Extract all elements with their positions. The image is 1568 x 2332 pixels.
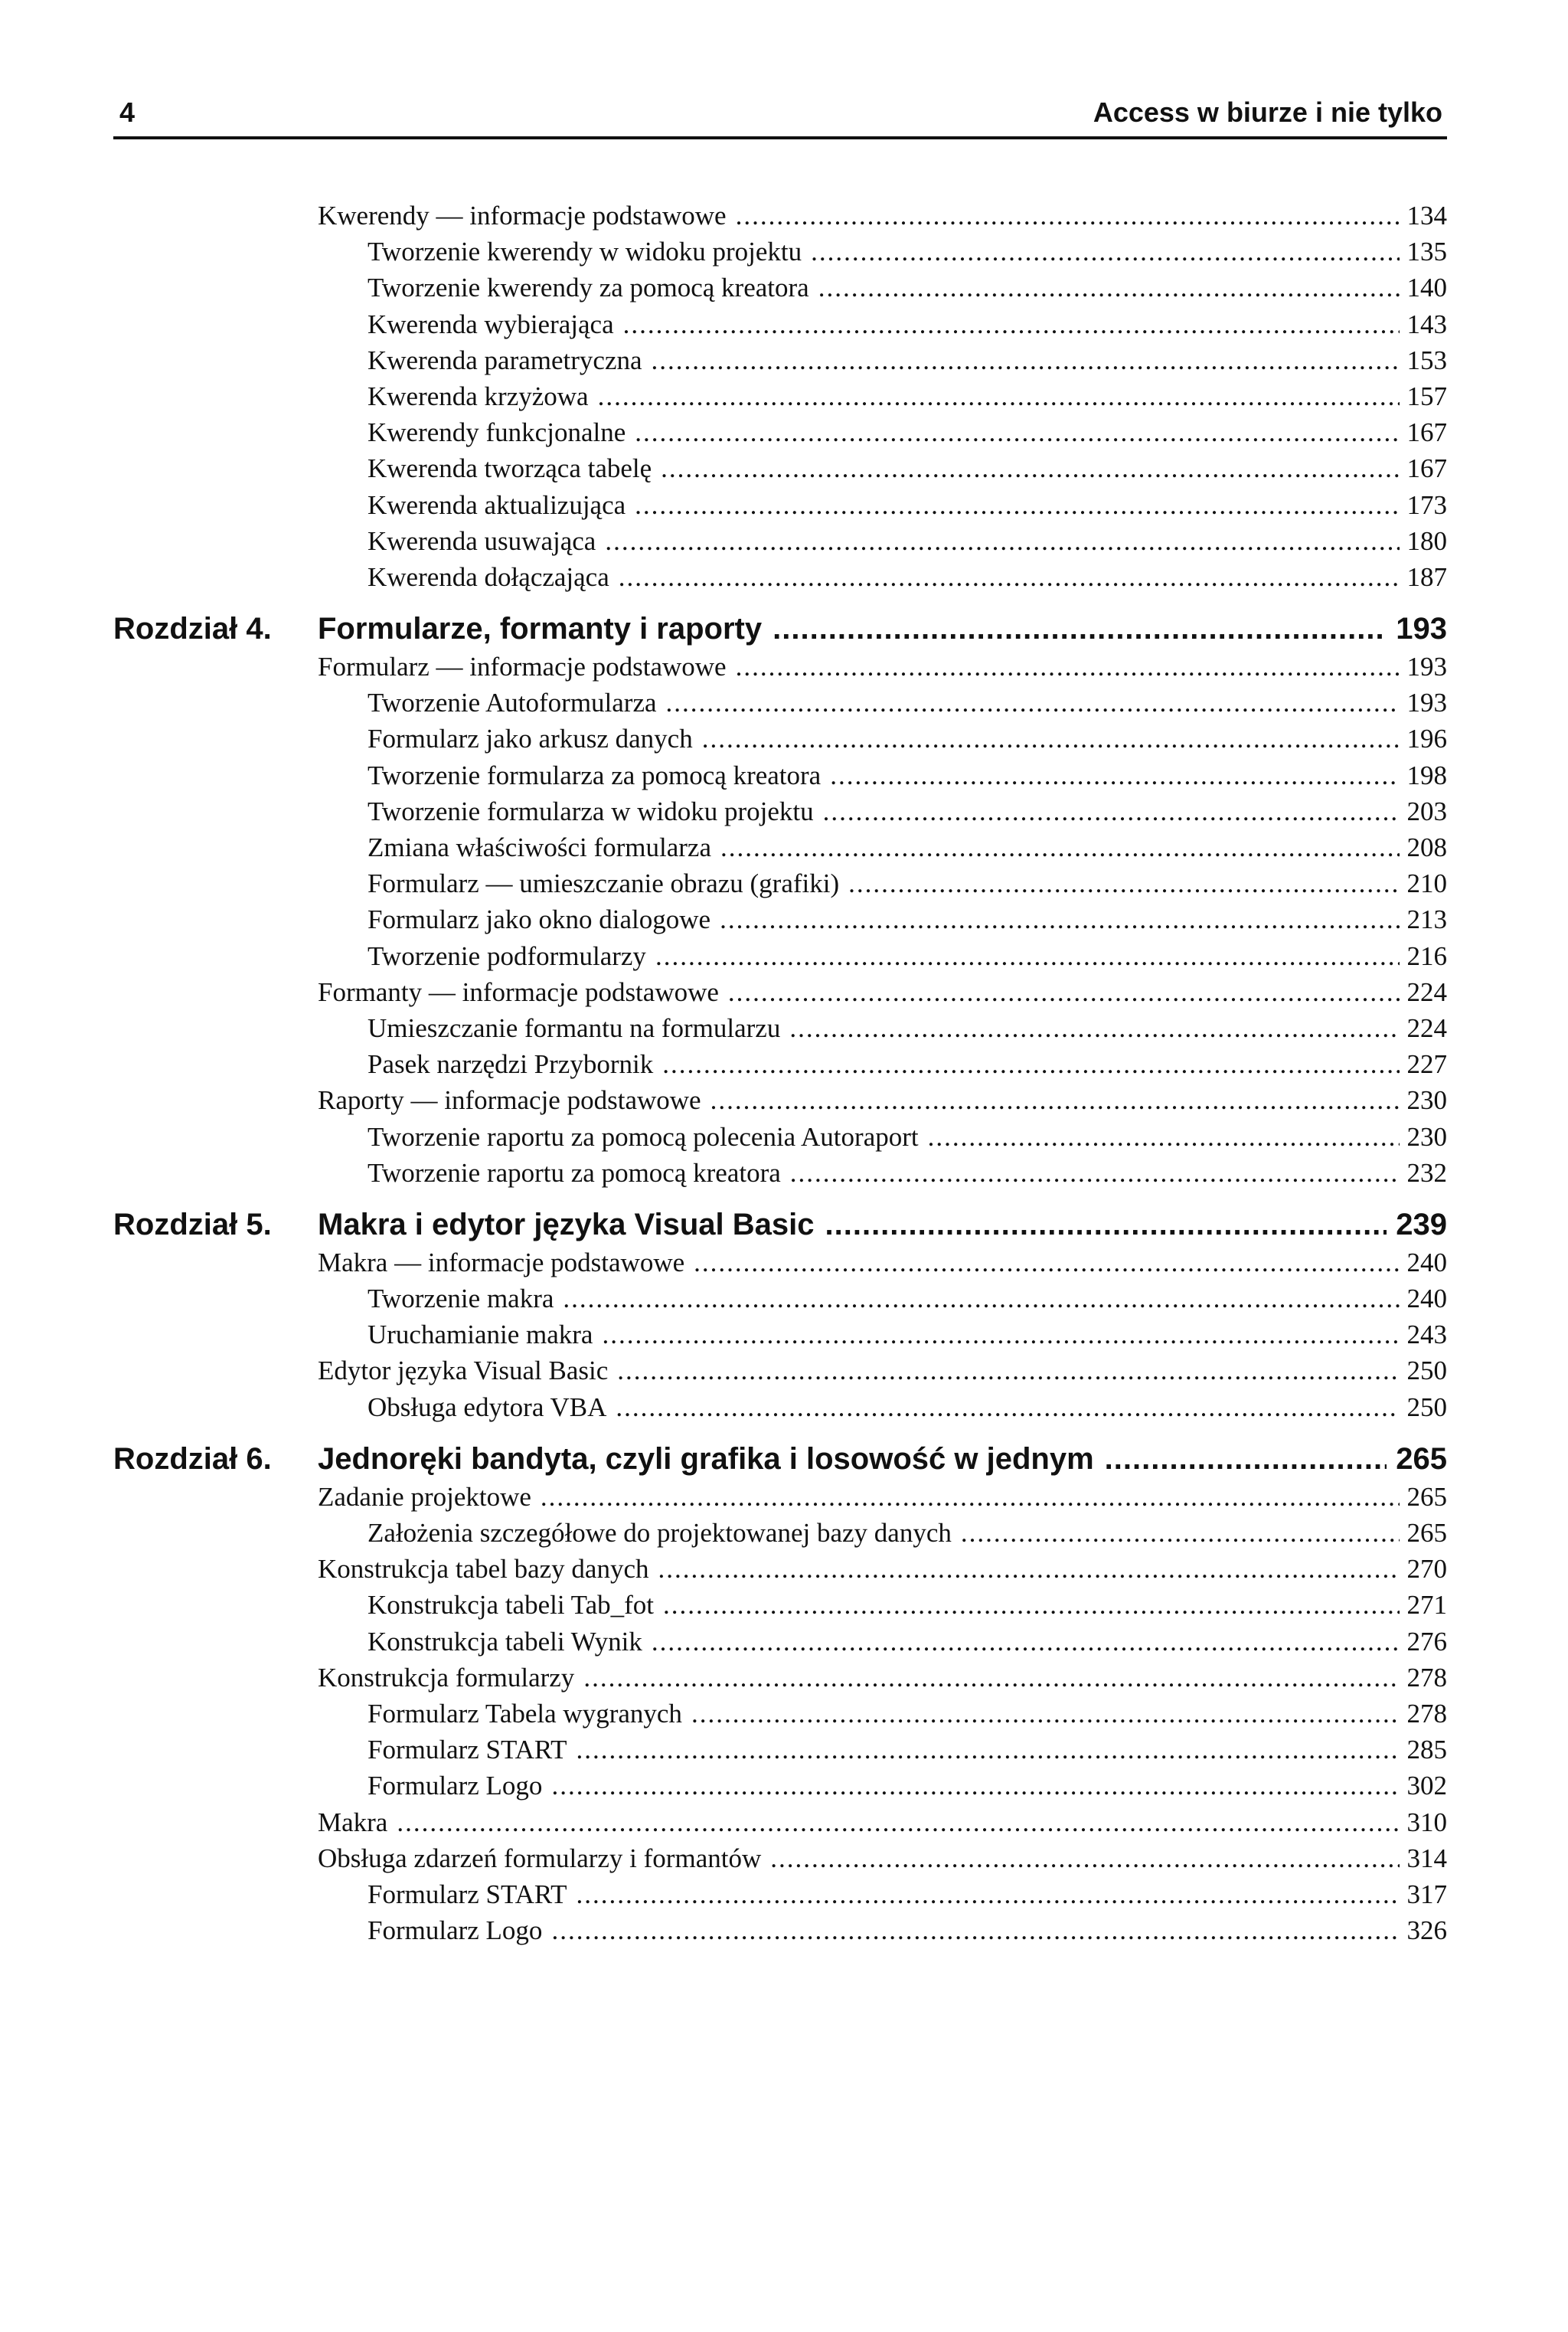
chapter-number: Rozdział 6. (113, 1441, 272, 1476)
toc-section-entry: Formularz — informacje podstawowe ..... 193 (113, 649, 1447, 685)
toc-section-entry: Kwerendy — informacje podstawowe ..... 134 (113, 198, 1447, 234)
toc-subsection-entry: Tworzenie makra ..... 240 (113, 1280, 1447, 1316)
toc-subsection-entry: Tworzenie kwerendy w widoku projektu ..... 135 (113, 234, 1447, 270)
toc-subsection-entry: Formularz Tabela wygranych ..... 278 (113, 1696, 1447, 1732)
toc-subsection-entry: Tworzenie raportu za pomocą kreatora ..... 232 (113, 1155, 1447, 1191)
toc-subsection-entry: Tworzenie Autoformularza ..... 193 (113, 685, 1447, 721)
toc-section-entry: Makra — informacje podstawowe ..... 240 (113, 1244, 1447, 1280)
toc-subsection-entry: Formularz Logo ..... 302 (113, 1768, 1447, 1804)
toc-section-entry: Raporty — informacje podstawowe ..... 230 (113, 1082, 1447, 1118)
chapter-number: Rozdział 5. (113, 1207, 272, 1241)
toc-subsection-entry: Formularz START ..... 285 (113, 1732, 1447, 1768)
toc-chapter-5 (113, 1205, 1447, 1244)
toc-subsection-entry: Formularz jako arkusz danych ..... 196 (113, 721, 1447, 757)
toc-chapter-4 (113, 609, 1447, 649)
toc-subsection-entry: Formularz START ..... 317 (113, 1876, 1447, 1912)
toc-subsection-entry: Konstrukcja tabeli Tab_fot ..... 271 (113, 1587, 1447, 1623)
toc-subsection-entry: Kwerenda tworząca tabelę ..... 167 (113, 450, 1447, 486)
toc-subsection-entry: Założenia szczegółowe do projektowanej bazy danych ..... 265 (113, 1515, 1447, 1551)
toc-section-entry: Konstrukcja formularzy ..... 278 (113, 1660, 1447, 1696)
toc-subsection-entry: Tworzenie kwerendy za pomocą kreatora ..... 140 (113, 270, 1447, 306)
toc-subsection-entry: Kwerenda parametryczna ..... 153 (113, 342, 1447, 378)
toc-subsection-entry: Kwerenda aktualizująca ..... 173 (113, 487, 1447, 523)
toc-section-entry: Formanty — informacje podstawowe ..... 224 (113, 974, 1447, 1010)
toc-subsection-entry: Umieszczanie formantu na formularzu ..... 224 (113, 1010, 1447, 1046)
toc-subsection-entry: Tworzenie podformularzy ..... 216 (113, 938, 1447, 974)
running-title: Access w biurze i nie tylko (1093, 96, 1442, 128)
chapter-page: 193 (1396, 612, 1447, 646)
chapter-page: 239 (1396, 1207, 1447, 1241)
toc-section-entry: Obsługa zdarzeń formularzy i formantów ..... 314 (113, 1840, 1447, 1876)
toc-section-entry: Makra ..... 310 (113, 1804, 1447, 1840)
toc-subsection-entry: Kwerenda dołączająca ..... 187 (113, 559, 1447, 595)
chapter-title: Makra i edytor języka Visual Basic (318, 1207, 815, 1241)
toc-subsection-entry: Formularz jako okno dialogowe ..... 213 (113, 901, 1447, 937)
toc-subsection-entry: Konstrukcja tabeli Wynik ..... 276 (113, 1624, 1447, 1660)
chapter-number: Rozdział 4. (113, 612, 272, 646)
chapter-title: Formularze, formanty i raporty (318, 612, 763, 646)
toc-subsection-entry: Formularz — umieszczanie obrazu (grafiki) ..... 210 (113, 865, 1447, 901)
chapter-page: 265 (1396, 1441, 1447, 1476)
toc-subsection-entry: Kwerendy funkcjonalne ..... 167 (113, 414, 1447, 450)
page-number: 4 (119, 96, 136, 128)
toc-subsection-entry: Kwerenda krzyżowa ..... 157 (113, 378, 1447, 414)
toc-subsection-entry: Zmiana właściwości formularza ..... 208 (113, 829, 1447, 865)
toc-subsection-entry: Kwerenda wybierająca ..... 143 (113, 306, 1447, 342)
toc-subsection-entry: Kwerenda usuwająca ..... 180 (113, 523, 1447, 559)
toc-subsection-entry: Formularz Logo ..... 326 (113, 1912, 1447, 1948)
toc-section-entry: Zadanie projektowe ..... 265 (113, 1479, 1447, 1515)
toc-chapter-6 (113, 1439, 1447, 1479)
running-header (113, 92, 1447, 139)
table-of-contents (113, 198, 1447, 1948)
toc-section-entry: Konstrukcja tabel bazy danych ..... 270 (113, 1551, 1447, 1587)
toc-subsection-entry: Tworzenie formularza w widoku projektu ..... 203 (113, 793, 1447, 829)
chapter-title: Jednoręki bandyta, czyli grafika i losowość w jednym (318, 1441, 1094, 1476)
toc-subsection-entry: Uruchamianie makra ..... 243 (113, 1316, 1447, 1352)
toc-section-entry: Edytor języka Visual Basic ..... 250 (113, 1352, 1447, 1388)
toc-subsection-entry: Pasek narzędzi Przybornik ..... 227 (113, 1046, 1447, 1082)
toc-subsection-entry: Obsługa edytora VBA ..... 250 (113, 1389, 1447, 1425)
toc-subsection-entry: Tworzenie formularza za pomocą kreatora ..... 198 (113, 757, 1447, 793)
toc-subsection-entry: Tworzenie raportu za pomocą polecenia Autoraport ..... 230 (113, 1119, 1447, 1155)
